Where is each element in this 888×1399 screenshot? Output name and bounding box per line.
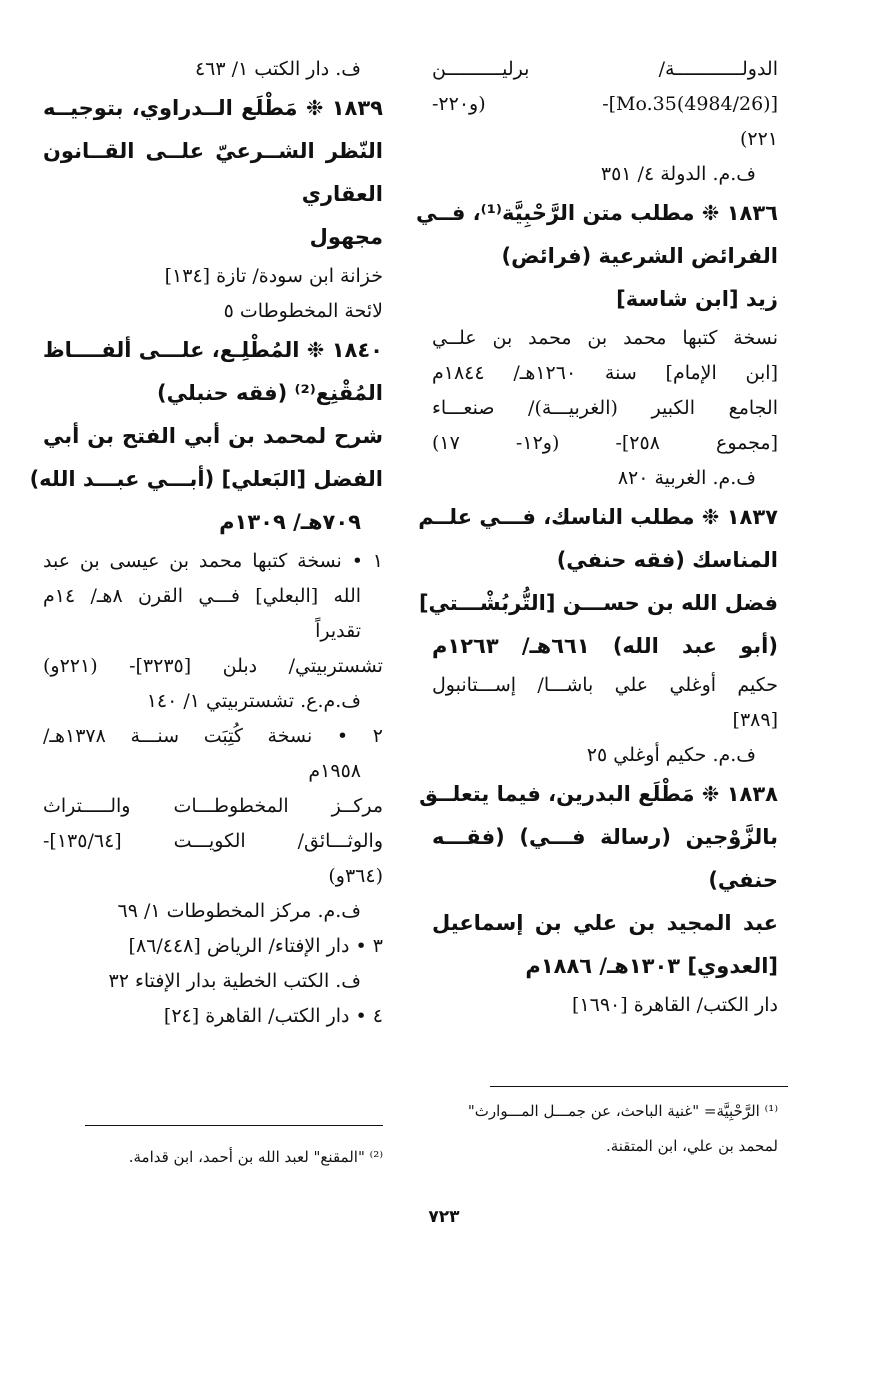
- right-column-line-15: فضل الله بن حســـن [التُّربُشْـــتي]: [418, 591, 778, 615]
- right-column-line-2: [(4984/26)Mo.35]- (و٢٢٠-: [432, 93, 778, 115]
- left-column-line-7: لائحة المخطوطات ٥: [223, 300, 383, 322]
- right-column-line-11: [مجموع ٢٥٨]- (و١٢- ١٧): [432, 432, 778, 454]
- left-column-line-12: ٧٠٩هـ/ ١٣٠٩م: [219, 510, 361, 534]
- right-column-line-16: (أبو عبد الله) ٦٦١هـ/ ١٢٦٣م: [432, 634, 778, 658]
- left-column-line-2: ١٨٣٩ ❉ مَطْلَع الــدراوي، بتوجيــه: [43, 96, 383, 120]
- left-column-line-9: المُقْنِع⁽²⁾ (فقه حنبلي): [156, 381, 383, 405]
- right-column-line-17: حكيم أوغلي علي باشـــا/ إســـتانبول: [432, 674, 778, 696]
- left-column-line-8: ١٨٤٠ ❉ المُطْلِـع، علـــى ألفــــاظ: [42, 338, 383, 362]
- page-number: ٧٢٣: [428, 1207, 460, 1227]
- right-column-line-21: بالزَّوْجين (رسالة فـــي) (فقـــه: [432, 825, 778, 849]
- left-column-line-22: (٣٦٤و): [328, 865, 383, 887]
- right-column-line-20: ١٨٣٨ ❉ مَطْلَع البدرين، فيما يتعلــق: [419, 782, 778, 806]
- left-column-line-18: ٢ • نسخة كُتِبَت سنـــة ١٣٧٨هـ/: [43, 725, 383, 747]
- left-column-line-1: ف. دار الكتب ١/ ٤٦٣: [194, 58, 361, 80]
- right-column-line-14: المناسك (فقه حنفي): [556, 548, 778, 572]
- right-column-line-25: دار الكتب/ القاهرة [١٦٩٠]: [572, 994, 778, 1016]
- right-column-line-19: ف.م. حكيم أوغلي ٢٥: [586, 744, 756, 766]
- left-column-line-3: النّظر الشــرعيّ علــى القــانون: [43, 139, 383, 163]
- footnote-1-line-2: لمحمد بن علي، ابن المتقنة.: [605, 1137, 778, 1155]
- right-column-line-1: الدولــــــــــــة/ برليــــــــــن: [432, 58, 778, 80]
- right-column-line-23: عبد المجيد بن علي بن إسماعيل: [432, 911, 778, 935]
- footnote-2-line-1: ⁽²⁾ "المقنع" لعبد الله بن أحمد، ابن قدامة.: [128, 1148, 383, 1166]
- right-column: [416, 52, 778, 1023]
- right-column-line-7: زيد [ابن شاسة]: [616, 287, 778, 311]
- right-column-line-3: ٢٢١): [739, 128, 778, 150]
- footnote-separator-right: [490, 1086, 788, 1087]
- right-column-line-10: الجامع الكبير (الغربيـــة)/ صنعـــاء: [432, 397, 778, 419]
- right-column-line-8: نسخة كتبها محمد بن محمد بن علــي: [432, 327, 778, 349]
- right-column-line-12: ف.م. الغربية ٨٢٠: [617, 467, 756, 489]
- footnote-left: [43, 1140, 383, 1175]
- left-column-line-4: العقاري: [301, 182, 383, 206]
- footnote-right: [432, 1094, 778, 1164]
- left-column-line-14: الله [البعلي] فـــي القرن ٨هـ/ ١٤م: [43, 585, 362, 607]
- right-column-line-6: الفرائض الشرعية (فرائض): [501, 244, 778, 268]
- right-column-line-22: حنفي): [708, 868, 778, 892]
- right-column-line-13: ١٨٣٧ ❉ مطلب الناسك، فـــي علــم: [418, 505, 778, 529]
- left-column: [29, 52, 383, 1034]
- left-column-line-15: تقديراً: [315, 620, 361, 642]
- left-column-line-5: مجهول: [309, 225, 383, 249]
- left-column-line-11: الفضل [البَعلي] (أبـــي عبـــد الله): [29, 467, 383, 491]
- left-column-line-10: شرح لمحمد بن أبي الفتح بن أبي: [43, 424, 383, 448]
- left-column-line-23: ف.م. مركز المخطوطات ١/ ٦٩: [117, 900, 361, 922]
- right-column-line-9: [ابن الإمام] سنة ١٢٦٠هـ/ ١٨٤٤م: [432, 362, 778, 384]
- footnote-separator-left: [85, 1125, 383, 1126]
- right-column-line-24: [العدوي] ١٣٠٣هـ/ ١٨٨٦م: [525, 954, 778, 978]
- left-column-line-19: ١٩٥٨م: [308, 760, 361, 782]
- left-column-line-6: خزانة ابن سودة/ تازة [١٣٤]: [164, 265, 383, 287]
- left-column-line-16: تشستربيتي/ دبلن [٣٢٣٥]- (٢٢١و): [43, 655, 383, 677]
- left-column-line-20: مركــز المخطوطـــات والـــــتراث: [43, 795, 383, 817]
- left-column-line-24: ٣ • دار الإفتاء/ الرياض [٨٦/٤٤٨]: [128, 935, 383, 957]
- right-column-line-4: ف.م. الدولة ٤/ ٣٥١: [600, 163, 756, 185]
- footnote-1-line-1: ⁽¹⁾ الرَّحْبِيَّة= "غنية الباحث، عن جمـــل المـــوارث": [467, 1102, 778, 1120]
- left-column-line-21: والوثـــائق/ الكويـــت [١٣٥/٦٤]-: [43, 830, 383, 852]
- right-column-line-5: ١٨٣٦ ❉ مطلب متن الرَّحْبِيَّة⁽¹⁾، فــي: [416, 201, 778, 225]
- left-column-line-13: ١ • نسخة كتبها محمد بن عيسى بن عبد: [43, 550, 383, 572]
- left-column-line-25: ف. الكتب الخطية بدار الإفتاء ٣٢: [108, 970, 361, 992]
- left-column-line-17: ف.م.ع. تشستربيتي ١/ ١٤٠: [146, 690, 361, 712]
- left-column-line-26: ٤ • دار الكتب/ القاهرة [٢٤]: [163, 1005, 383, 1027]
- right-column-line-18: [٣٨٩]: [732, 709, 778, 731]
